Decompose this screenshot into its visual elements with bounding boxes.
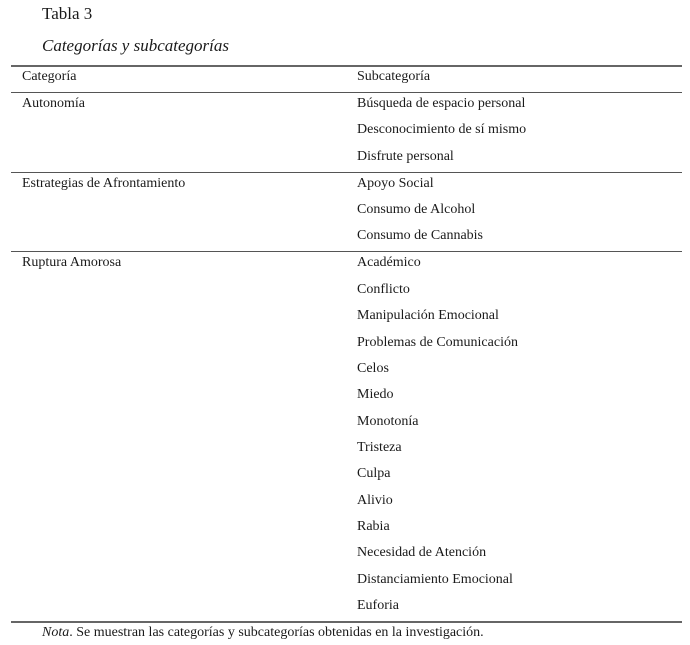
category-autonomia: Autonomía — [22, 96, 85, 111]
subcategory-item: Búsqueda de espacio personal — [357, 96, 526, 111]
subcategory-item: Manipulación Emocional — [357, 308, 499, 323]
table-number: Tabla 3 — [42, 4, 93, 23]
subcategory-item: Apoyo Social — [357, 176, 434, 191]
group-rule — [11, 251, 682, 252]
category-ruptura: Ruptura Amorosa — [22, 255, 122, 270]
subcategory-item: Tristeza — [357, 440, 402, 455]
subcategory-item: Rabia — [357, 519, 390, 534]
subcategory-item: Culpa — [357, 466, 391, 481]
note-label: Nota — [42, 625, 70, 640]
subcategory-item: Celos — [357, 361, 389, 376]
header-category: Categoría — [22, 69, 77, 84]
table-title: Categorías y subcategorías — [42, 36, 229, 55]
subcategory-item: Alivio — [357, 493, 393, 508]
subcategory-item: Consumo de Cannabis — [357, 228, 483, 243]
subcategory-item: Euforia — [357, 598, 399, 613]
group-rule — [11, 172, 682, 173]
subcategory-item: Conflicto — [357, 282, 410, 297]
table-note — [42, 624, 484, 641]
header-subcategory: Subcategoría — [357, 69, 431, 84]
subcategory-item: Problemas de Comunicación — [357, 335, 518, 350]
subcategory-item: Consumo de Alcohol — [357, 202, 476, 217]
subcategory-item: Monotonía — [357, 414, 419, 429]
top-rule — [11, 65, 682, 67]
subcategory-item: Académico — [357, 255, 421, 270]
bottom-rule — [11, 621, 682, 623]
subcategory-item: Desconocimiento de sí mismo — [357, 122, 527, 137]
subcategory-item: Distanciamiento Emocional — [357, 572, 513, 587]
note-text: . Se muestran las categorías y subcategorías obtenidas en la investigación. — [69, 625, 484, 640]
subcategory-item: Necesidad de Atención — [357, 545, 487, 560]
header-rule — [11, 92, 682, 93]
category-estrategias: Estrategias de Afrontamiento — [22, 176, 186, 191]
subcategory-item: Disfrute personal — [357, 149, 454, 164]
subcategory-item: Miedo — [357, 387, 394, 402]
